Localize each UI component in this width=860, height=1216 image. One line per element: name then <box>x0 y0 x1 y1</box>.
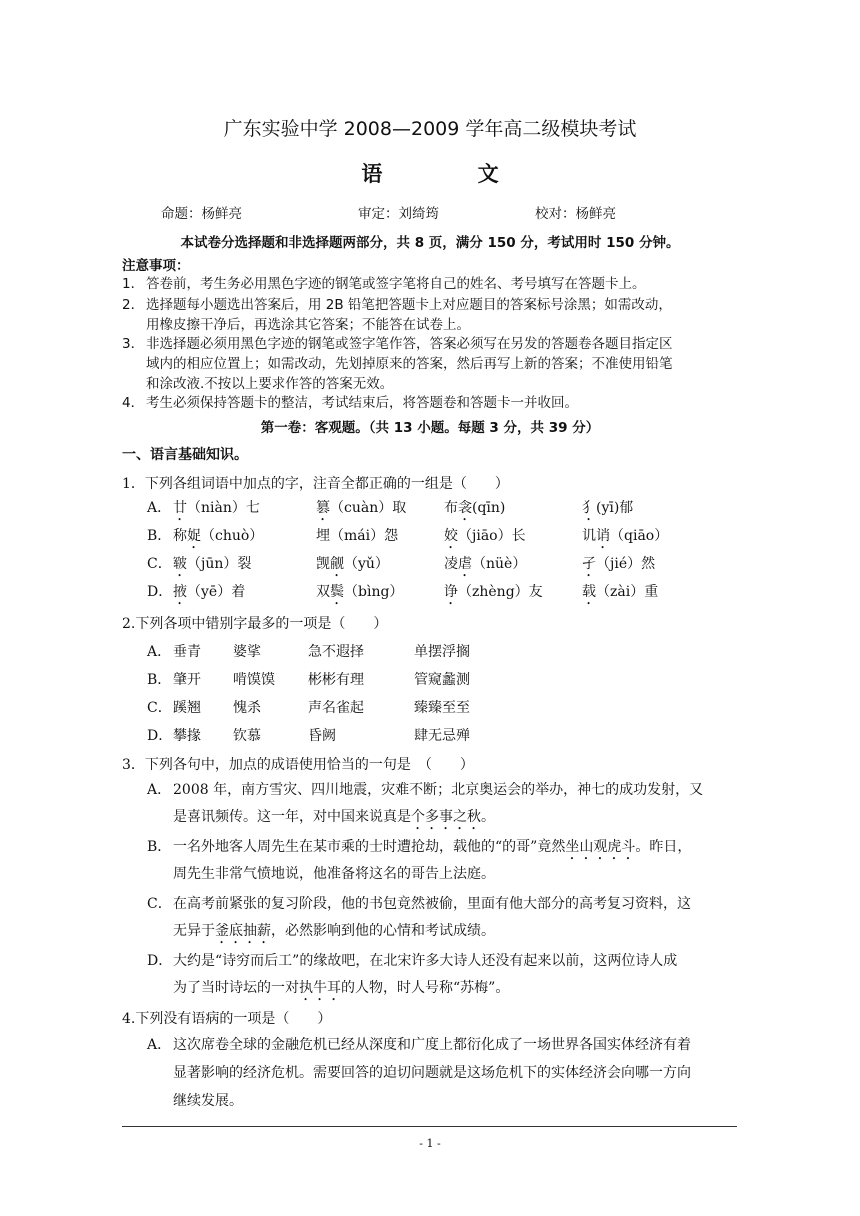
q2-option-label: B． <box>147 672 172 688</box>
q2-word: 肆无忌殚 <box>414 728 470 744</box>
q1-word: 双鬓（bìng） <box>316 584 404 600</box>
page-number: - 1 - <box>419 1137 441 1150</box>
q2-word: 肇开 <box>173 672 201 688</box>
part-heading: 第一卷：客观题。（共 13 小题。每题 3 分，共 39 分） <box>260 420 600 436</box>
footer-rule <box>122 1126 737 1127</box>
note-item-3: 3． 非选择题必须用黑色字迹的钢笔或签字笔作答，答案必须写在另发的答题卷各题目指定区 域内的相应位置上；如需改动，先划掉原来的答案，然后再写上新的答案；不准使用铅笔 和涂改液.不按以上要求作答的答案无效。 <box>122 336 673 392</box>
q1-option-label: B． <box>147 528 172 544</box>
q3-stem: 3．下列各句中，加点的成语使用恰当的一句是 （ ） <box>122 757 474 773</box>
q1-word: 掖（yē）着 <box>173 584 246 600</box>
q1-word: 载（zài）重 <box>582 584 659 600</box>
q1-word: 皲（jūn）裂 <box>173 556 252 572</box>
q2-option-label: C． <box>147 700 172 716</box>
q2-option-label: D． <box>147 728 173 744</box>
q2-word: 急不遐择 <box>308 644 364 660</box>
q2-word: 攀掾 <box>173 728 201 744</box>
q2-word: 愧杀 <box>233 700 261 716</box>
q1-word: 觊觎（yǔ） <box>316 556 389 572</box>
credit-author: 命题：杨鲜亮 <box>161 206 242 222</box>
q2-word: 垂青 <box>173 644 201 660</box>
q1-word: 孑（jié）然 <box>582 556 656 572</box>
note-item-4: 4． 考生必须保持答题卡的整洁，考试结束后，将答题卷和答题卡一并收回。 <box>122 395 578 411</box>
q1-option-label: D． <box>147 584 173 600</box>
q2-word: 啃馍馍 <box>233 672 275 688</box>
q2-word: 昏阙 <box>308 728 336 744</box>
q2-stem: 2.下列各项中错别字最多的一项是（ ） <box>122 616 388 632</box>
q2-word: 婆挲 <box>233 644 261 660</box>
q3-d-idiom: 执牛耳 <box>299 980 341 996</box>
q2-word: 蹊翘 <box>173 700 201 716</box>
q2-word: 声名雀起 <box>308 700 364 716</box>
q1-word: 称娖（chuò） <box>173 528 264 544</box>
q2-word: 管窥蠡测 <box>414 672 470 688</box>
section-heading: 一、语言基础知识。 <box>122 447 248 463</box>
q1-option-label: A． <box>147 500 172 516</box>
q1-option-label: C． <box>147 556 172 572</box>
note-item-2: 2． 选择题每小题选出答案后，用 2B 铅笔把答题卡上对应题目的答案标号涂黑；如需改动， 用橡皮擦干净后，再选涂其它答案；不能答在试卷上。 <box>122 297 672 333</box>
q1-word: 布衾(qīn) <box>444 500 506 516</box>
note-item-1: 1． 答卷前，考生务必用黑色字迹的钢笔或签字笔将自己的姓名、考号填写在答题卡上。 <box>122 276 646 292</box>
exam-title: 广东实验中学 2008—2009 学年高二级模块考试 <box>223 118 637 140</box>
q3-a-idiom: 个多事之秋 <box>411 809 481 825</box>
q1-word: 廿（niàn）七 <box>173 500 260 516</box>
q4-stem: 4.下列没有语病的一项是（ ） <box>122 1011 332 1027</box>
q1-word: 埋（mái）怨 <box>316 528 399 544</box>
q1-word: 凌虐（nüè） <box>444 556 527 572</box>
q1-stem: 1．下列各组词语中加点的字，注音全都正确的一组是（ ） <box>122 476 509 492</box>
q3-c-idiom: 釜底抽薪 <box>215 923 271 939</box>
q1-word: 诤（zhèng）友 <box>444 584 543 600</box>
subject-title: 语 文 <box>361 161 543 186</box>
q1-word: 篡（cuàn）取 <box>316 500 407 516</box>
q2-word: 单摆浮搁 <box>414 644 470 660</box>
notes-heading: 注意事项： <box>122 258 190 274</box>
q2-option-label: A． <box>147 644 172 660</box>
credit-reviewer: 审定：刘绮筠 <box>358 206 439 222</box>
q3-b-idiom: 坐山观虎斗 <box>565 839 636 855</box>
q2-word: 彬彬有理 <box>308 672 364 688</box>
q1-word: 讥诮（qiāo） <box>582 528 669 544</box>
q1-word: 姣（jiāo）长 <box>444 528 526 544</box>
q2-word: 钦慕 <box>233 728 261 744</box>
credit-proofer: 校对：杨鲜亮 <box>535 206 616 222</box>
exam-intro: 本试卷分选择题和非选择题两部分，共 8 页，满分 150 分，考试用时 150 分钟。 <box>180 235 680 251</box>
exam-page: 广东实验中学 2008—2009 学年高二级模块考试 语 文 命题：杨鲜亮 审定：刘绮筠 校对：杨鲜亮 本试卷分选择题和非选择题两部分，共 8 页，满分 150 分，考试用时 150 分钟。 注意事项： 1． 答卷前，考生务必用黑色字迹的钢笔或签字笔将自己的姓名、考号填写在答题卡上。 2． 选择题每小题选出答案后，用 2B 铅笔把答题卡上对应题目的答案标号涂黑；如需改动， 用橡皮擦干净后，再选涂其它答案；不能答在试卷上。 3． 非选择题必须用黑色字迹的钢笔或签字笔作答，答案必须写在另发的答题卷各题目指定区 域内的相应位置上；如需改动，先划掉原来的答案，然后再写上新的答案；不准使用铅笔 和涂改液.不按以上要求作答的答案无效。 4． 考生必须保持答题卡的整洁，考试结束后，将答题卷和答题卡一并收回。 第一卷：客观题。（共 13 小题。每题 3 分，共 39 分） 一、语言基础知识。 1．下列各组词语中加点的字，注音全都正确的一组是（ ） A． 廿（niàn）七 篡（cuàn）取 布衾(qīn) 犭(yī)郁 B． 称娖（chuò） 埋（mái）怨 姣（jiāo）长 讥诮（qiāo） C． 皲（jūn）裂 觊觎（yǔ） 凌虐（nüè） 孑（jié）然 D． 掖（yē）着 双鬓（bìng） 诤（zhèng）友 载（zài）重 2.下列各项中错别字最多的一项是（ ） A． 垂青 婆挲 急不遐择 单摆浮搁 B． 肇开 啃馍馍 彬彬有理 管窥蠡测 C． 蹊翘 愧杀 声名雀起 臻臻至至 D． 攀掾 钦慕 昏阙 肆无忌殚 3．下列各句中，加点的成语使用恰当的一句是 （ ） A． 2008 年，南方雪灾、四川地震，灾难不断；北京奥运会的举办，神七的成功发射，又 是喜讯频传。这一年，对中国来说真是个多事之秋。 B． 一名外地客人周先生在某市乘的士时遭抢劫，载他的“的哥”竟然坐山观虎斗。昨日， 周先生非常气愤地说，他准备将这名的哥告上法庭。 C． 在高考前紧张的复习阶段，他的书包竟然被偷，里面有他大部分的高考复习资料，这 无异于釜底抽薪，必然影响到他的心情和考试成绩。 D． 大约是“诗穷而后工”的缘故吧，在北宋许多大诗人还没有起来以前，这两位诗人成 为了当时诗坛的一对执牛耳的人物，时人号称“苏梅”。 4.下列没有语病的一项是（ ） A． 这次席卷全球的金融危机已经从深度和广度上都衍化成了一场世界各国实体经济有着 显著影响的经济危机。需要回答的迫切问题就是这场危机下的实体经济会向哪一方向 继续发展。 - 1 - <box>0 0 860 1216</box>
q1-word: 犭(yī)郁 <box>582 500 634 516</box>
q2-word: 臻臻至至 <box>414 700 470 716</box>
